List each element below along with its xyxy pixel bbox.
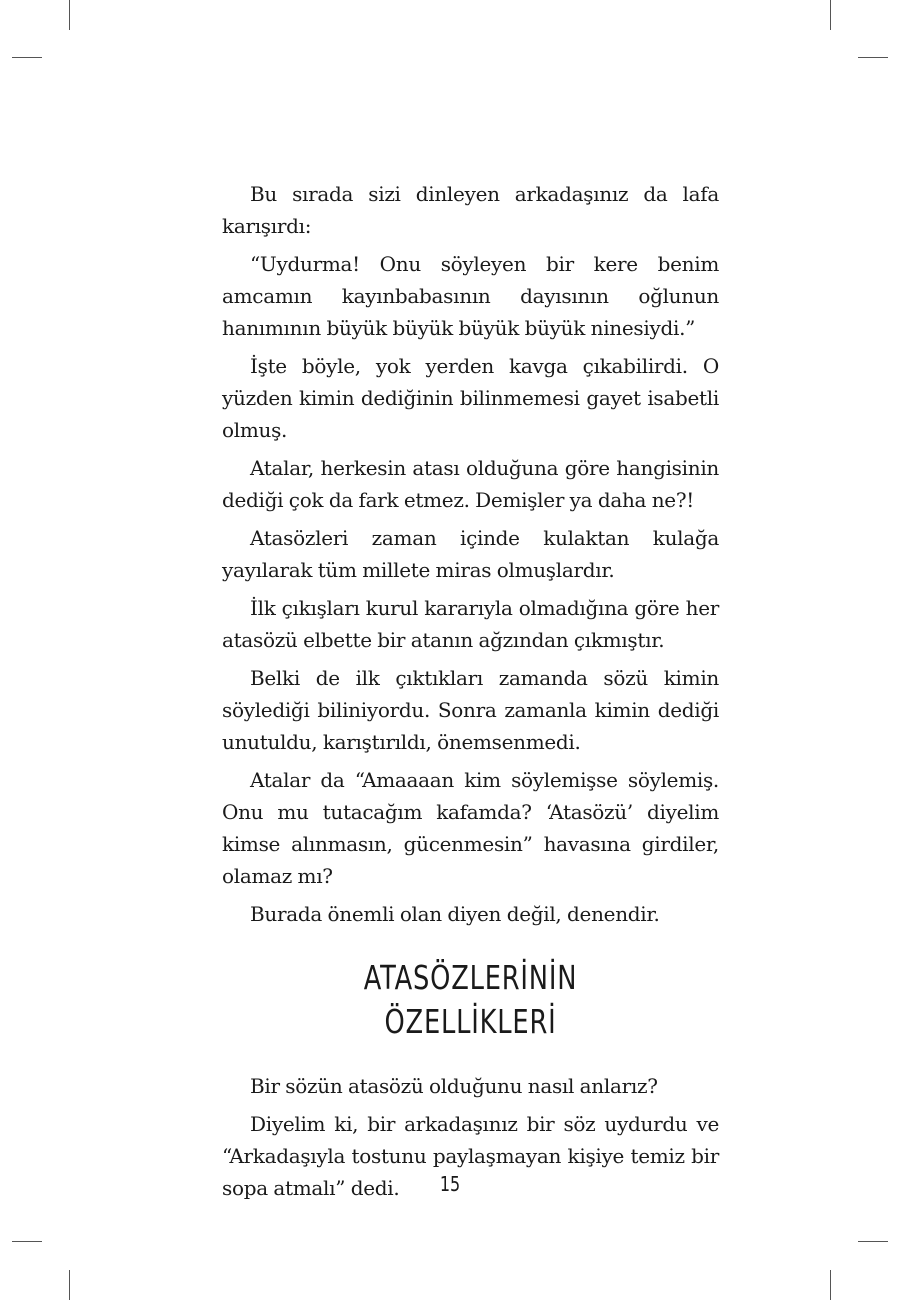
paragraph: Diyelim ki, bir arkadaşınız bir söz uydurdu ve “Arkadaşıyla tostunu paylaşmayan kişiye temiz bir sopa atmalı” dedi. bbox=[222, 1112, 719, 1200]
paragraph: İşte böyle, yok yerden kavga çıkabilirdi. O yüzden kimin dediğinin bilinmemesi gayet isabetli olmuş. bbox=[222, 354, 719, 442]
crop-mark-left-bottom bbox=[12, 1241, 42, 1242]
paragraph: İlk çıkışları kurul kararıyla olmadığına göre her atasözü elbette bir atanın ağzından çıkmıştır. bbox=[222, 596, 719, 652]
crop-mark-bottom-right bbox=[830, 1270, 831, 1300]
crop-mark-top-left bbox=[69, 0, 70, 30]
section-heading: ATASÖZLERİNİN ÖZELLİKLERİ bbox=[363, 958, 578, 1041]
crop-mark-top-right bbox=[830, 0, 831, 30]
paragraph: Bu sırada sizi dinleyen arkadaşınız da lafa karışırdı: bbox=[222, 182, 719, 238]
paragraph: Burada önemli olan diyen değil, denendir. bbox=[250, 902, 660, 926]
crop-mark-left-top bbox=[12, 57, 42, 58]
crop-mark-bottom-left bbox=[69, 1270, 70, 1300]
page-body bbox=[222, 178, 719, 1210]
paragraph: Atasözleri zaman içinde kulaktan kulağa yayılarak tüm millete miras olmuşlardır. bbox=[222, 526, 719, 582]
paragraph: Belki de ilk çıktıkları zamanda sözü kimin söylediği biliniyordu. Sonra zamanla kimin dediği unutuldu, karıştırıldı, önemsenmedi. bbox=[222, 666, 719, 754]
paragraph: Atalar da “Amaaaan kim söylemişse söylemiş. Onu mu tutacağım kafamda? ‘Atasözü’ diyelim kimse alınmasın, gücenmesin” havasına girdiler, olamaz mı? bbox=[222, 768, 719, 888]
paragraph: Atalar, herkesin atası olduğuna göre hangisinin dediği çok da fark etmez. Demişler ya daha ne?! bbox=[222, 456, 719, 512]
crop-mark-right-bottom bbox=[858, 1241, 888, 1242]
paragraph: Bir sözün atasözü olduğunu nasıl anlarız? bbox=[250, 1074, 658, 1098]
paragraph: “Uydurma! Onu söyleyen bir kere benim amcamın kayınbabasının dayısının oğlunun hanımının büyük büyük büyük büyük ninesiydi.” bbox=[222, 252, 719, 340]
page-number: 15 bbox=[439, 1172, 461, 1196]
crop-mark-right-top bbox=[858, 57, 888, 58]
